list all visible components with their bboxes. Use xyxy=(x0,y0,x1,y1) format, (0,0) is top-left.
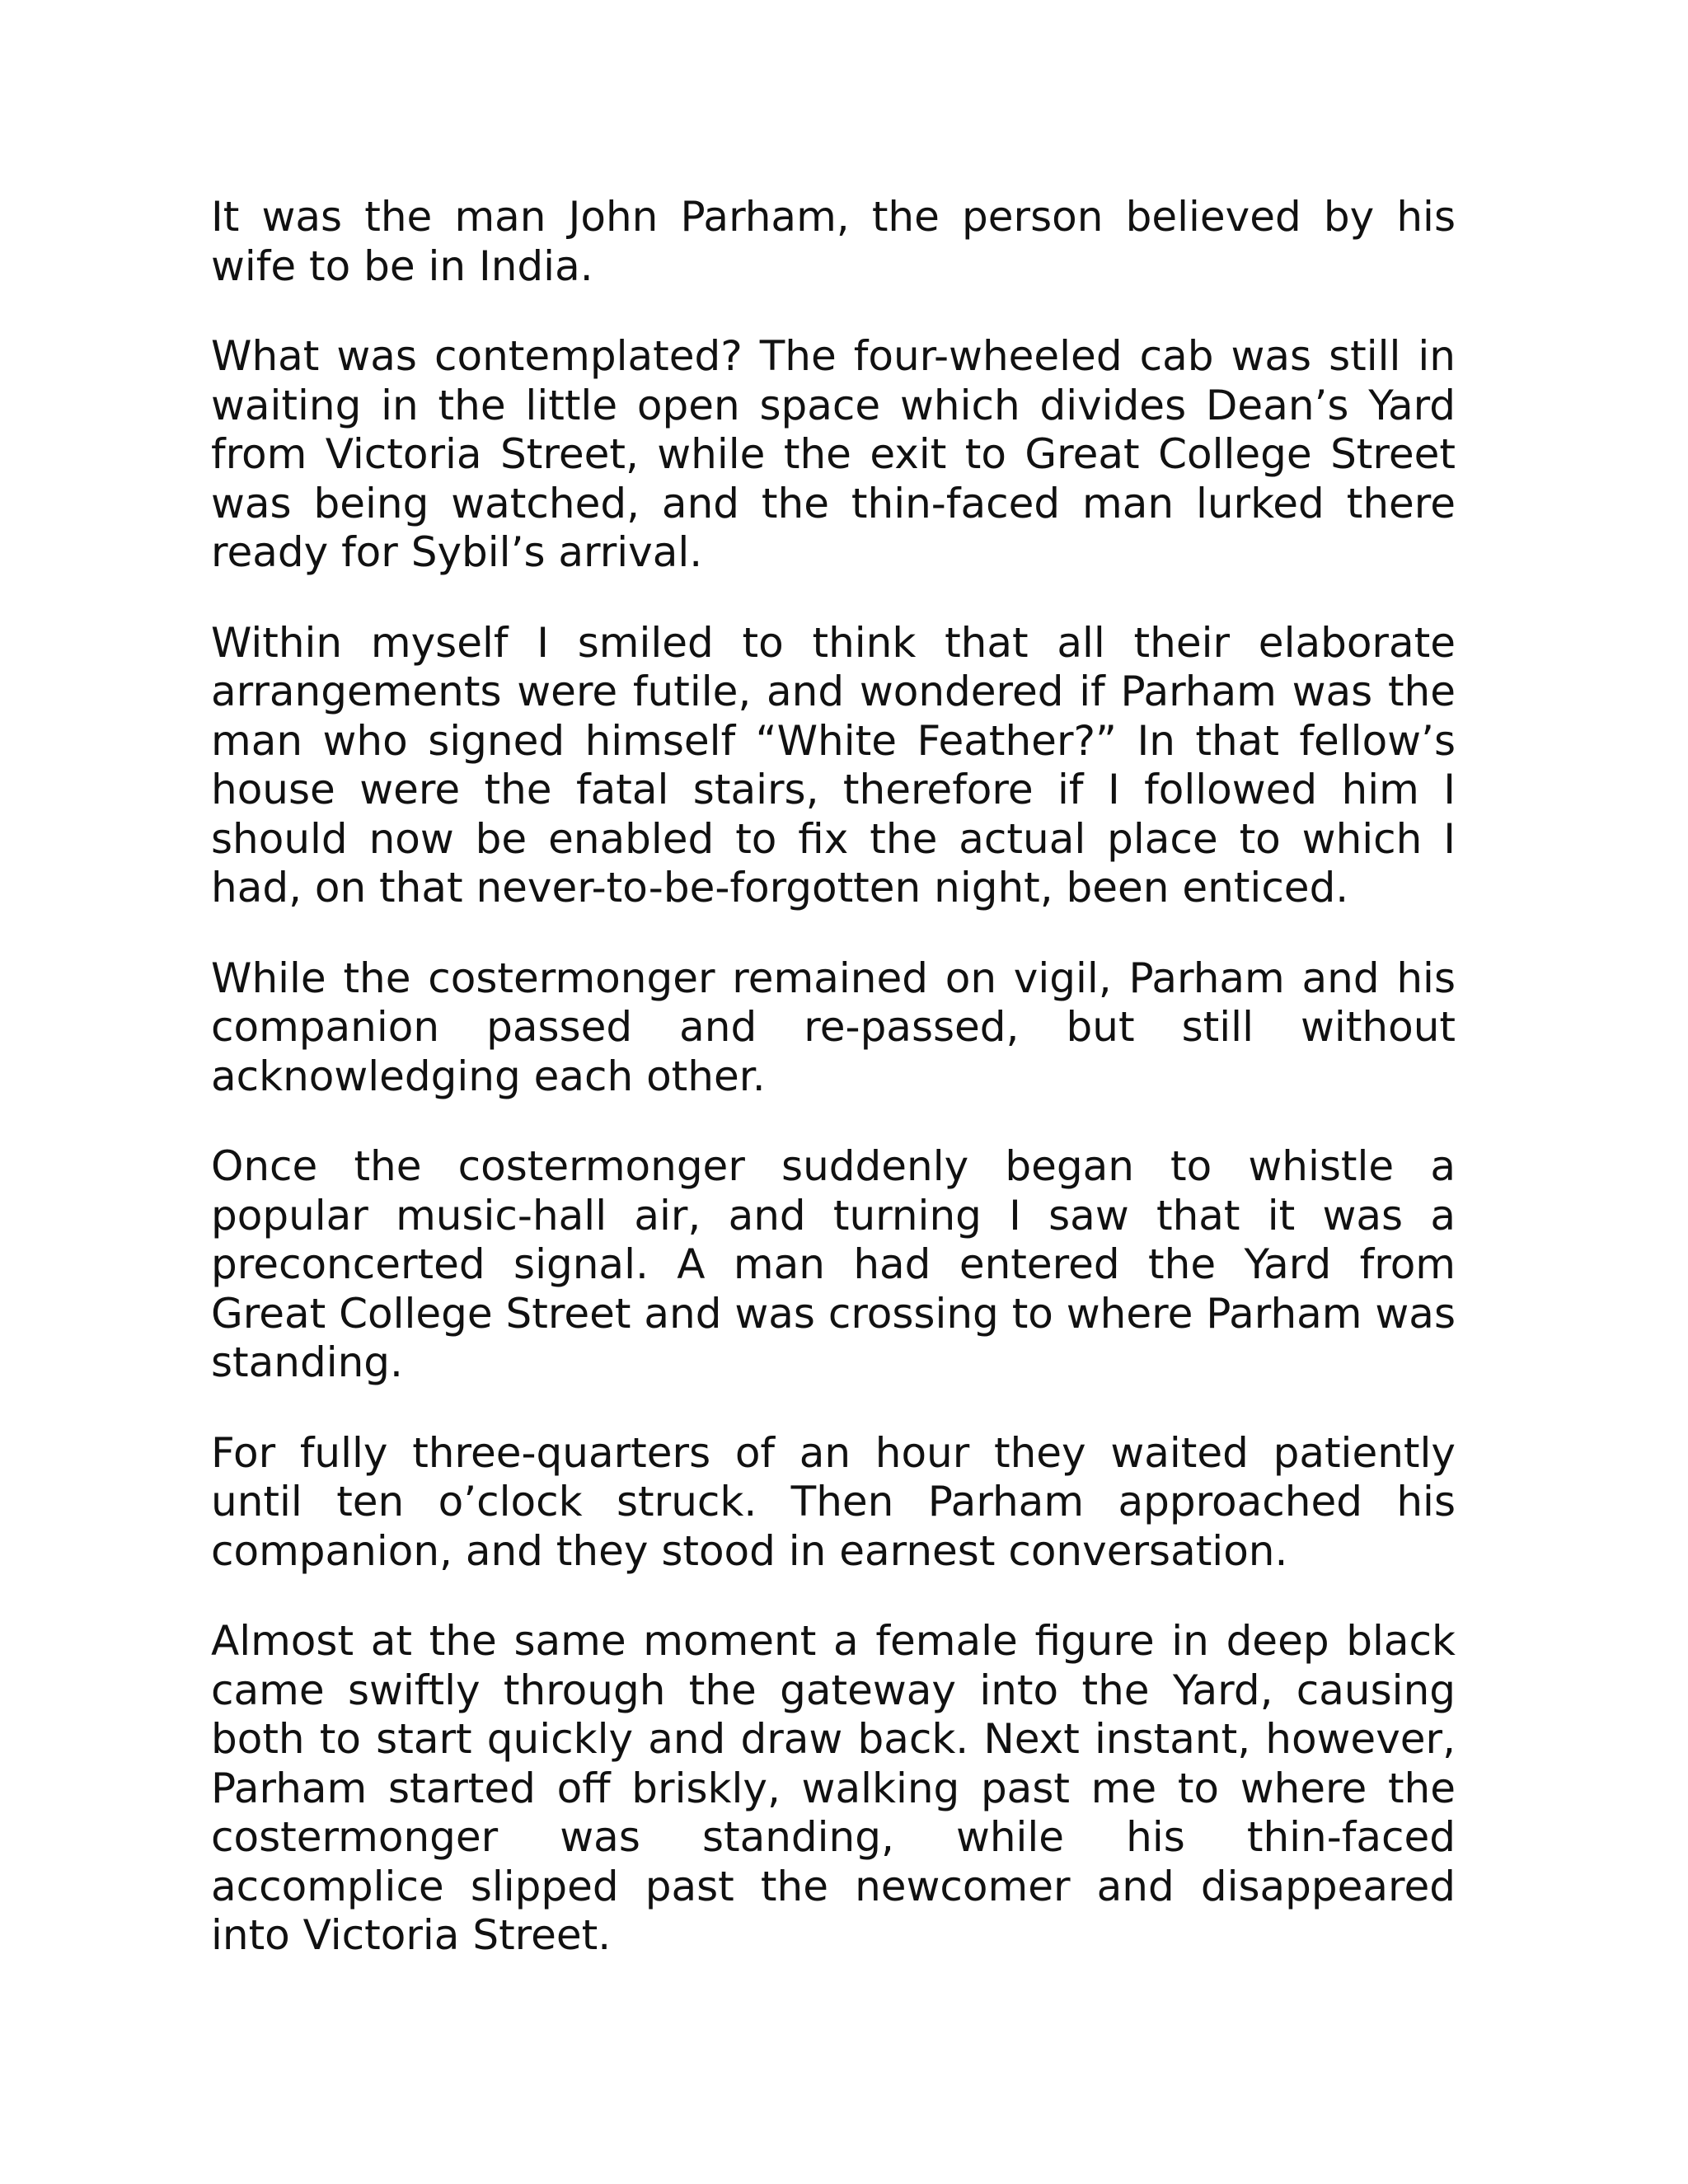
paragraph: Within myself I smiled to think that all their elaborate arrangements were futile, and wondered if Parham was the man who signed himself “White Feather?” In that fellow’s house were the fatal stairs, therefore if I followed him I should now be enabled to fix the actual place to which I had, on that never-to-be-forgotten night, been enticed. xyxy=(211,618,1456,912)
paragraph: What was contemplated? The four-wheeled cab was still in waiting in the little open space which divides Dean’s Yard from Victoria Street, while the exit to Great College Street was being watched, and the thin-faced man lurked there ready for Sybil’s arrival. xyxy=(211,332,1456,576)
paragraph: For fully three-quarters of an hour they waited patiently until ten o’clock struck. Then Parham approached his companion, and they stood in earnest conversation. xyxy=(211,1428,1456,1575)
paragraph: It was the man John Parham, the person believed by his wife to be in India. xyxy=(211,193,1456,290)
paragraph: Once the costermonger suddenly began to whistle a popular music-hall air, and turning I saw that it was a preconcerted signal. A man had entered the Yard from Great College Street and was crossing to where Parham was standing. xyxy=(211,1142,1456,1386)
document-page xyxy=(211,193,1456,2002)
paragraph: While the costermonger remained on vigil, Parham and his companion passed and re-passed, but still without acknowledging each other. xyxy=(211,954,1456,1100)
paragraph: Almost at the same moment a female figure in deep black came swiftly through the gateway into the Yard, causing both to start quickly and draw back. Next instant, however, Parham started off briskly, walking past me to where the costermonger was standing, while his thin-faced accomplice slipped past the newcomer and disappeared into Victoria Street. xyxy=(211,1617,1456,1959)
